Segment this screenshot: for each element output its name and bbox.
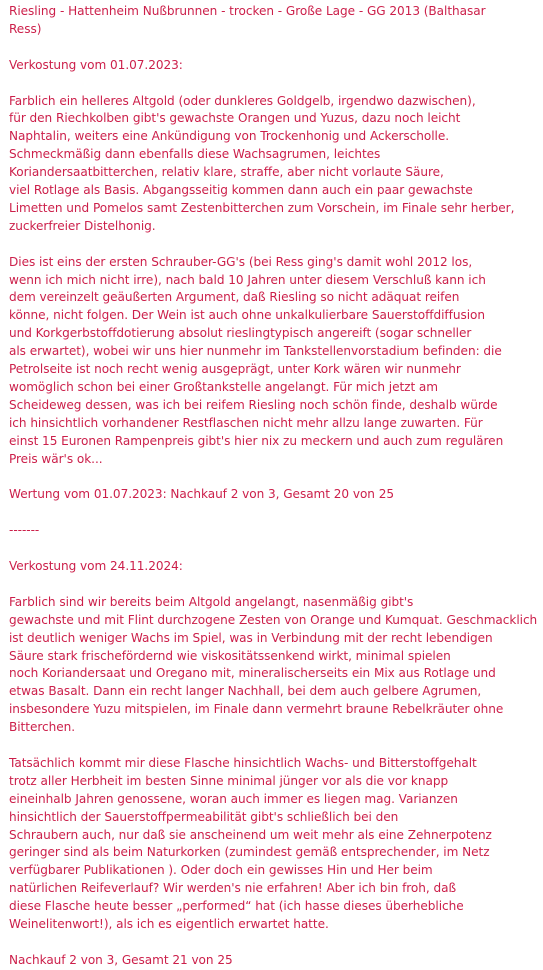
text-line: Schraubern auch, nur daß sie anscheinend um weit mehr als eine Zehnerpotenz: [9, 827, 492, 842]
text-line: Säure stark frischefördernd wie viskositätssenkend wirkt, minimal spielen: [9, 648, 451, 663]
text-line: etwas Basalt. Dann ein recht langer Nachhall, bei dem auch gelbere Agrumen,: [9, 684, 482, 699]
text-line: Naphtalin, weiters eine Ankündigung von Trockenhonig und Ackerscholle.: [9, 129, 450, 144]
text-line: womöglich schon bei einer Großtankstelle angelangt. Für mich jetzt am: [9, 379, 439, 394]
tasting-2-heading: Verkostung vom 24.11.2024:: [9, 559, 183, 573]
text-line: Dies ist eins der ersten Schrauber-GG's (bei Ress ging's damit wohl 2012 los,: [9, 254, 473, 269]
text-line: Koriandersaatbitterchen, relativ klare, straffe, aber nicht vorlaute Säure,: [9, 165, 444, 180]
text-line: hinsichtlich der Sauerstoffpermeabilität gibt's schließlich bei den: [9, 809, 399, 824]
text-line: und Korkgerbstoffdotierung absolut rieslingtypisch angereift (sogar schneller: [9, 326, 472, 341]
tasting-2-commentary: [9, 755, 543, 934]
text-line: diese Flasche heute besser „performed“ hat (ich hasse dieses überhebliche: [9, 899, 464, 914]
wine-title: [9, 3, 543, 39]
title-line: Ress): [9, 21, 42, 36]
text-line: wenn ich mich nicht irre), nach bald 10 Jahren unter diesem Verschluß kann ich: [9, 272, 486, 287]
tasting-1-rating: Wertung vom 01.07.2023: Nachkauf 2 von 3, Gesamt 20 von 25: [9, 487, 395, 502]
text-line: noch Koriandersaat und Oregano mit, mineralischerseits ein Mix aus Rotlage und: [9, 666, 496, 681]
text-line: trotz aller Herbheit im besten Sinne minimal jünger vor als die vor knapp: [9, 773, 449, 788]
text-line: Preis wär's ok...: [9, 451, 103, 466]
tasting-1-description: [9, 93, 543, 236]
text-line: Weinelitenwort!), als ich es eigentlich erwartet hatte.: [9, 917, 329, 932]
text-line: dem vereinzelt geäußerten Argument, daß Riesling so nicht adäquat reifen: [9, 290, 460, 305]
text-line: geringer sind als beim Naturkorken (zumindest gemäß entsprechender, im Netz: [9, 845, 490, 860]
text-line: Bitterchen.: [9, 720, 76, 735]
text-line: verfügbarer Publikationen ). Oder doch ein gewisses Hin und Her beim: [9, 863, 433, 878]
text-line: Petrolseite ist noch recht wenig ausgeprägt, unter Kork wären wir nunmehr: [9, 362, 461, 377]
text-line: könne, nicht folgen. Der Wein ist auch ohne unkalkulierbare Sauerstoffdiffusion: [9, 308, 485, 323]
text-line: eineinhalb Jahren genossene, woran auch immer es liegen mag. Varianzen: [9, 791, 458, 806]
tasting-1-heading: Verkostung vom 01.07.2023:: [9, 57, 183, 72]
text-line: für den Riechkolben gibt's gewachste Orangen und Yuzus, dazu noch leicht: [9, 111, 461, 126]
title-line: Riesling - Hattenheim Nußbrunnen - trocken - Große Lage - GG 2013 (Balthasar: [9, 4, 486, 18]
text-line: Farblich sind wir bereits beim Altgold angelangt, nasenmäßig gibt's: [9, 594, 414, 609]
text-line: Tatsächlich kommt mir diese Flasche hinsichtlich Wachs- und Bitterstoffgehalt: [9, 755, 477, 770]
text-line: Limetten und Pomelos samt Zestenbitterchen zum Vorschein, im Finale sehr herber,: [9, 200, 515, 215]
tasting-2-description: [9, 594, 543, 737]
tasting-2-rating: Nachkauf 2 von 3, Gesamt 21 von 25: [9, 952, 233, 967]
tasting-1-commentary: [9, 254, 543, 469]
text-line: gewachste und mit Flint durchzogene Zesten von Orange und Kumquat. Geschmacklich: [9, 612, 538, 627]
text-line: ich hinsichtlich vorhandener Restflaschen nicht mehr allzu lange zuwarten. Für: [9, 415, 483, 430]
text-line: insbesondere Yuzu mitspielen, im Finale dann vermehrt braune Rebelkräuter ohne: [9, 702, 504, 717]
separator: -------: [9, 523, 40, 538]
text-line: viel Rotlage als Basis. Abgangsseitig kommen dann auch ein paar gewachste: [9, 183, 473, 198]
text-line: einst 15 Euronen Rampenpreis gibt's hier nix zu meckern und auch zum regulären: [9, 433, 504, 448]
text-line: Farblich ein helleres Altgold (oder dunkleres Goldgelb, irgendwo dazwischen),: [9, 93, 476, 108]
text-line: Scheideweg dessen, was ich bei reifem Riesling noch schön finde, deshalb würde: [9, 397, 498, 412]
text-line: zuckerfreier Distelhonig.: [9, 218, 156, 233]
text-line: als erwartet), wobei wir uns hier nunmehr im Tankstellenvorstadium befinden: die: [9, 344, 502, 359]
text-line: Schmeckmäßig dann ebenfalls diese Wachsagrumen, leichtes: [9, 147, 381, 162]
text-line: ist deutlich weniger Wachs im Spiel, was in Verbindung mit der recht lebendigen: [9, 630, 493, 645]
text-line: natürlichen Reifeverlauf? Wir werden's nie erfahren! Aber ich bin froh, daß: [9, 881, 457, 896]
